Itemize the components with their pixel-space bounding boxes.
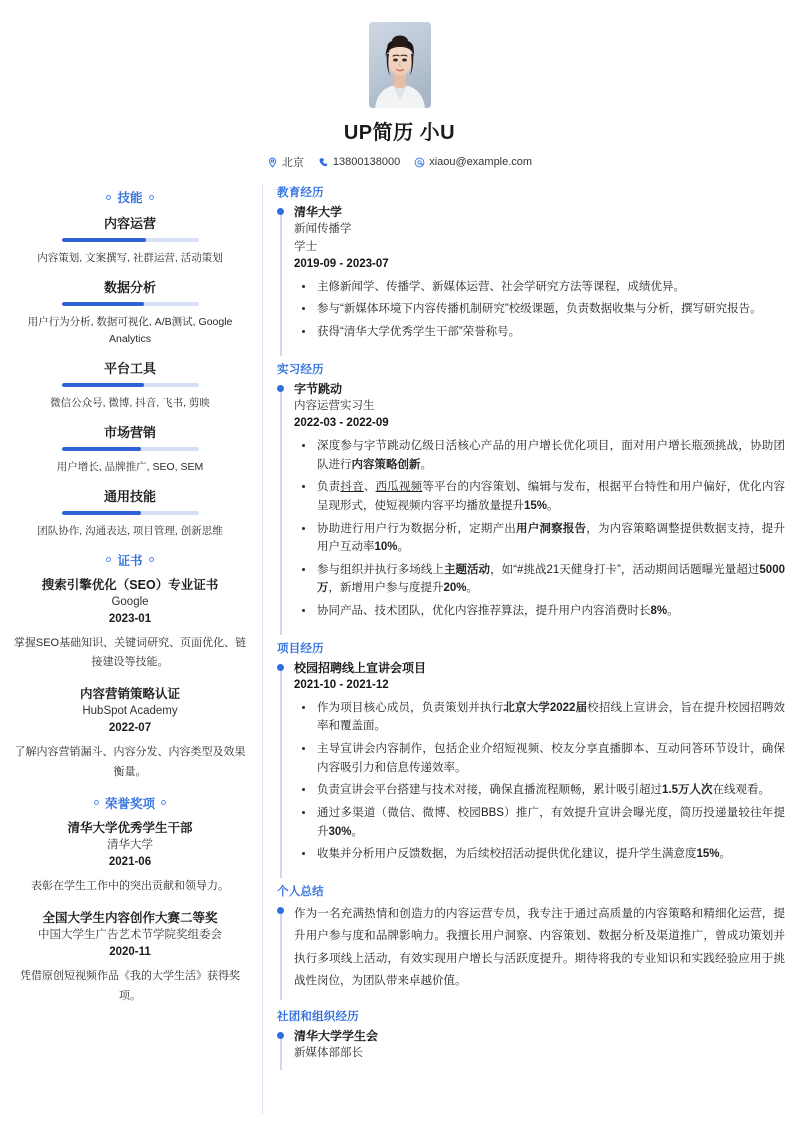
- skill-bar-fill: [62, 383, 144, 387]
- certificate-date: 2023-01: [108, 612, 152, 625]
- education-degree: 学士: [294, 240, 317, 253]
- bullet-item: 负责宣讲会平台搭建与技术对接，确保直播流程顺畅，累计吸引超过1.5万人次在线观看。: [294, 781, 785, 800]
- skill-bar-fill: [62, 511, 141, 515]
- awards-list: [12, 819, 248, 1006]
- certificates-list: [12, 576, 248, 782]
- avatar: [369, 22, 431, 108]
- certificate-date: 2022-07: [108, 722, 152, 735]
- project-name: 校园招聘线上宣讲会项目: [294, 660, 427, 675]
- internship-section: [277, 361, 785, 635]
- project-date: 2021-10 - 2021-12: [294, 679, 389, 692]
- education-major: 新闻传播学: [294, 223, 352, 236]
- skill-name: 数据分析: [103, 280, 156, 296]
- bullet-item: 协同产品、技术团队，优化内容推荐算法，提升用户内容消费时长8%。: [294, 602, 785, 621]
- contact-phone: [315, 156, 403, 168]
- right-column: [263, 184, 785, 1077]
- bullet-item: 参与组织并执行多场线上主题活动，如“#挑战21天健身打卡”，活动期间话题曝光量超过5000万，新增用户参与度提升20%。: [294, 561, 785, 598]
- contact-phone-text: 13800138000: [332, 156, 401, 168]
- education-entry: [277, 204, 785, 356]
- resume-body: [0, 184, 799, 1114]
- timeline-dot-icon: [277, 208, 284, 215]
- contact-email: [411, 156, 535, 168]
- certificate-item: [12, 576, 248, 673]
- organizations-title: 社团和组织经历: [277, 1010, 359, 1023]
- resume-header: [0, 0, 799, 170]
- awards-title-text: 荣誉奖项: [104, 796, 155, 811]
- skill-name: 市场营销: [103, 425, 156, 441]
- award-title: 清华大学优秀学生干部: [67, 820, 193, 835]
- award-title: 全国大学生内容创作大赛二等奖: [42, 910, 218, 925]
- skills-title-text: 技能: [117, 191, 143, 205]
- internship-entry: [277, 381, 785, 635]
- internship-bullets: [294, 437, 785, 621]
- skill-desc: 用户增长, 品牌推广, SEO, SEM: [56, 461, 204, 474]
- certificate-item: [12, 685, 248, 782]
- timeline-dot-icon: [277, 907, 284, 914]
- education-title: 教育经历: [277, 187, 324, 199]
- person-name: UP简历 小U: [343, 122, 456, 144]
- award-item: [12, 909, 248, 1006]
- portrait-photo-icon: [369, 22, 431, 108]
- location-icon: [267, 157, 278, 168]
- summary-title: 个人总结: [277, 885, 324, 898]
- certificate-desc: 掌握SEO基础知识、关键词研究、页面优化、链接建设等技能。: [13, 637, 247, 669]
- left-column: [12, 184, 262, 1018]
- summary-section: [277, 883, 785, 1003]
- skills-list: [12, 213, 248, 540]
- contact-location: [264, 154, 307, 170]
- projects-title: 项目经历: [277, 642, 324, 655]
- skill-name: 通用技能: [103, 489, 156, 505]
- summary-entry: [277, 903, 785, 1003]
- projects-section: [277, 640, 785, 878]
- certificate-title: 搜索引擎优化（SEO）专业证书: [41, 577, 219, 592]
- internship-role: 内容运营实习生: [294, 399, 375, 412]
- award-desc: 表彰在学生工作中的突出贡献和领导力。: [31, 880, 229, 893]
- bullet-item: 参与“新媒体环境下内容传播机制研究”校级课题，负责数据收集与分析，撰写研究报告。: [294, 300, 785, 319]
- award-desc: 凭借原创短视频作品《我的大学生活》获得奖项。: [20, 970, 240, 1002]
- education-date: 2019-09 - 2023-07: [294, 257, 389, 270]
- skill-bar: [62, 383, 199, 387]
- organization-entry: [277, 1028, 785, 1073]
- skill-desc: 微信公众号, 微博, 抖音, 飞书, 剪映: [50, 396, 210, 409]
- skill-desc: 团队协作, 沟通表达, 项目管理, 创新思维: [37, 525, 223, 538]
- bullet-item: 获得“清华大学优秀学生干部”荣誉称号。: [294, 323, 785, 342]
- timeline-dot-icon: [277, 664, 284, 671]
- contact-email-text: xiaou@example.com: [429, 156, 533, 168]
- bullet-item: 作为项目核心成员，负责策划并执行北京大学2022届校招线上宣讲会，旨在提升校园招聘效率和覆盖面。: [294, 699, 785, 736]
- email-icon: [414, 157, 425, 168]
- ring-icon-left: [106, 195, 111, 200]
- award-org: 中国大学生广告艺术节学院奖组委会: [38, 928, 222, 941]
- skill-desc: 内容策划, 文案撰写, 社群运营, 活动策划: [37, 252, 223, 264]
- bullet-item: 主导宣讲会内容制作，包括企业介绍短视频、校友分享直播脚本、互动问答环节设计，确保内容吸引力和信息传递效率。: [294, 740, 785, 777]
- skill-item: [12, 422, 248, 475]
- bullet-item: 深度参与字节跳动亿级日活核心产品的用户增长优化项目，面对用户增长瓶颈挑战，协助团队进行内容策略创新。: [294, 437, 785, 474]
- certificates-title-text: 证书: [117, 553, 143, 568]
- award-item: [12, 819, 248, 897]
- certificate-desc: 了解内容营销漏斗、内容分发、内容类型及效果衡量。: [14, 746, 246, 778]
- skill-bar: [62, 511, 199, 515]
- skill-item: [12, 277, 248, 347]
- awards-section-title: [12, 794, 248, 812]
- ring-icon-left: [106, 557, 111, 562]
- summary-text: 作为一名充满热情和创造力的内容运营专员，我专注于通过高质量的内容策略和精细化运营，提升用户参与度和品牌影响力。我擅长用户洞察、内容策划、数据分析及渠道推广，曾成功策划并执行多项线上活动，有效实现用户增长与活跃度提升。期待将我的专业知识和实践经验应用于挑战性岗位，为团队带来卓越价值。: [294, 907, 785, 988]
- skill-bar: [62, 238, 199, 242]
- project-bullets: [294, 699, 785, 864]
- bullet-item: 协助进行用户行为数据分析，定期产出用户洞察报告，为内容策略调整提供数据支持，提升用户互动率10%。: [294, 520, 785, 557]
- ring-icon-left: [94, 800, 99, 805]
- certificates-section-title: [12, 551, 248, 569]
- skill-item: [12, 358, 248, 411]
- skill-desc: 用户行为分析, 数据可视化, A/B测试, Google Analytics: [27, 316, 233, 345]
- bullet-item: 负责抖音、西瓜视频等平台的内容策划、编辑与发布，根据平台特性和用户偏好，优化内容呈现形式，使短视频内容平均播放量提升15%。: [294, 478, 785, 515]
- skills-section-title: [12, 188, 248, 206]
- skill-item: [12, 213, 248, 266]
- award-date: 2021-06: [108, 856, 152, 869]
- skill-name: 内容运营: [103, 216, 156, 231]
- internship-org: 字节跳动: [294, 381, 343, 396]
- skill-name: 平台工具: [103, 360, 156, 376]
- certificate-org: HubSpot Academy: [82, 704, 178, 717]
- certificate-org: Google: [111, 595, 149, 608]
- ring-icon-right: [161, 800, 166, 805]
- ring-icon-right: [149, 195, 154, 200]
- award-org: 清华大学: [107, 838, 153, 851]
- timeline-dot-icon: [277, 1032, 284, 1039]
- bullet-item: 收集并分析用户反馈数据，为后续校招活动提供优化建议，提升学生满意度15%。: [294, 845, 785, 864]
- internship-date: 2022-03 - 2022-09: [294, 417, 389, 430]
- phone-icon: [318, 157, 329, 168]
- education-section: [277, 184, 785, 356]
- organization-org: 清华大学学生会: [294, 1028, 379, 1043]
- contact-row: [0, 154, 799, 170]
- organization-role: 新媒体部部长: [294, 1046, 363, 1059]
- skill-bar-fill: [62, 238, 147, 242]
- award-date: 2020-11: [109, 946, 151, 959]
- bullet-item: 主修新闻学、传播学、新媒体运营、社会学研究方法等课程，成绩优异。: [294, 278, 785, 297]
- skill-bar: [62, 447, 199, 451]
- skill-item: [12, 486, 248, 539]
- organizations-section: [277, 1008, 785, 1073]
- contact-location-text: 北京: [281, 157, 304, 169]
- internship-title: 实习经历: [277, 363, 324, 376]
- ring-icon-right: [149, 557, 154, 562]
- skill-bar-fill: [62, 302, 144, 306]
- skill-bar: [62, 302, 199, 306]
- project-entry: [277, 660, 785, 878]
- certificate-title: 内容营销策略认证: [79, 686, 180, 701]
- education-bullets: [294, 278, 785, 342]
- skill-bar-fill: [62, 447, 141, 451]
- timeline-dot-icon: [277, 385, 284, 392]
- bullet-item: 通过多渠道（微信、微博、校园BBS）推广，有效提升宣讲会曝光度，简历投递量较往年提升30%。: [294, 804, 785, 841]
- education-org: 清华大学: [294, 205, 343, 219]
